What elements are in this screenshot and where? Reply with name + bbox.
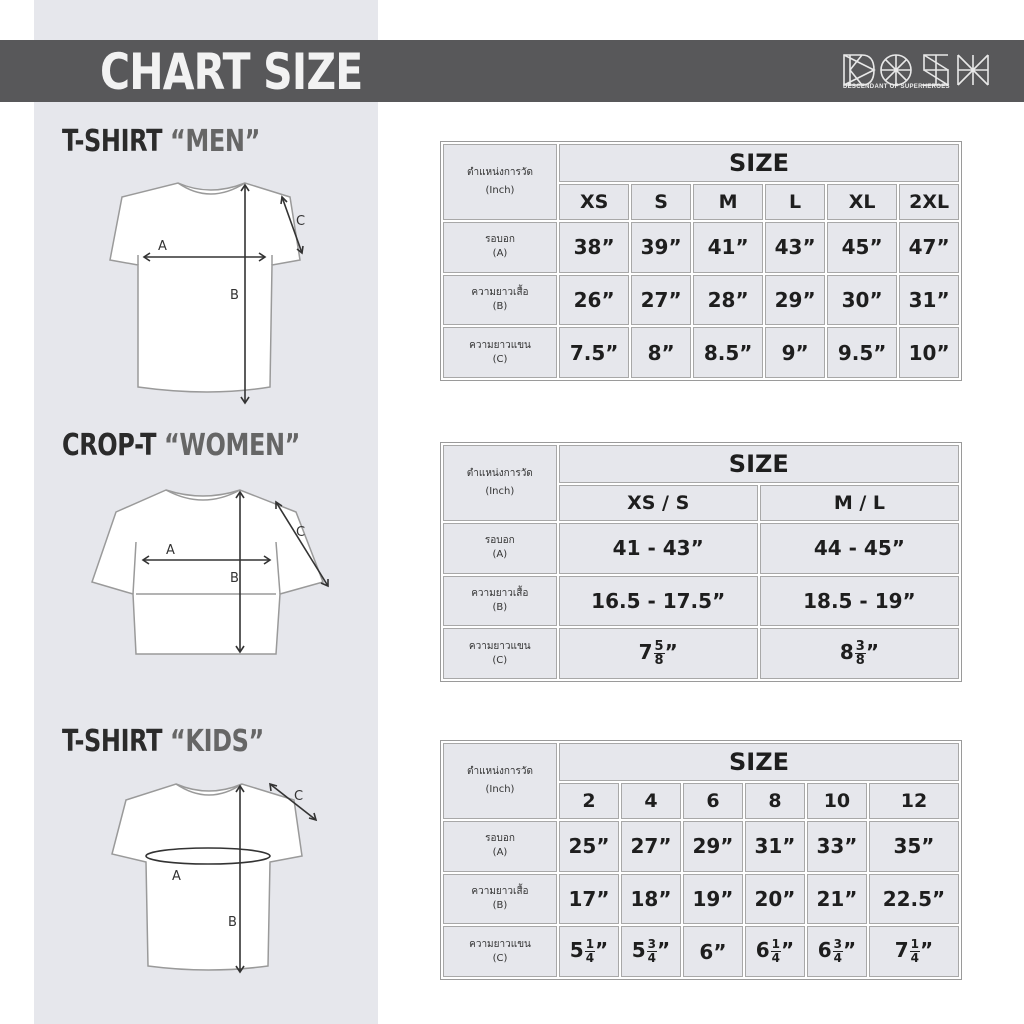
table-cell-fraction (621, 926, 681, 977)
row-label-sub: (A) (492, 248, 508, 260)
label-a: A (158, 239, 167, 254)
fraction (910, 938, 920, 965)
fraction-numerator: 1 (771, 937, 780, 952)
table-row (443, 222, 959, 273)
table-cell-fraction (683, 926, 743, 977)
fraction-numerator: 3 (647, 937, 657, 952)
table-cell-fraction (559, 926, 619, 977)
fraction-whole: 7 (894, 938, 909, 963)
size-header: M (693, 184, 763, 220)
section-title-kids (62, 724, 264, 759)
fraction-numerator: 3 (855, 639, 865, 655)
table-corner (443, 445, 557, 521)
section-title-quote: “KIDS” (170, 724, 264, 759)
size-header: M / L (760, 485, 959, 521)
row-label-sub: (B) (492, 300, 508, 312)
corner-label-line2: (Inch) (485, 486, 515, 497)
label-c: C (296, 525, 306, 540)
fraction-numerator: 1 (910, 937, 920, 952)
fraction-denominator: 4 (585, 951, 595, 966)
fraction-unit: ” (865, 640, 879, 665)
table-cell-fraction (559, 628, 758, 679)
fraction-whole: 6 (817, 938, 832, 963)
label-a: A (166, 543, 175, 558)
table-cell: 19” (683, 874, 743, 925)
fraction (771, 938, 781, 965)
page-title: CHART SIZE (100, 43, 363, 101)
label-a: A (172, 869, 181, 884)
label-b: B (228, 915, 237, 930)
size-header: 6 (683, 783, 743, 819)
table-row (443, 523, 959, 574)
size-table-women (441, 443, 961, 681)
corner-label-line2: (Inch) (485, 784, 515, 795)
table-cell: 45” (827, 222, 897, 273)
table-row (443, 926, 959, 977)
section-title-main: T-SHIRT (62, 124, 171, 159)
table-cell: 27” (621, 821, 681, 872)
table-cell: 22.5” (869, 874, 959, 925)
table-row (443, 576, 959, 627)
table-cell: 9.5” (827, 327, 897, 378)
row-label-sub: (C) (492, 654, 508, 666)
row-label-sub: (A) (492, 549, 508, 561)
row-label-text: ความยาวแขน (469, 938, 531, 950)
corner-label-line1: ตำแหน่งการวัด (466, 468, 533, 479)
row-label-text: ความยาวเสื้อ (471, 885, 529, 897)
table-cell: 29” (765, 275, 825, 326)
size-header: XS (559, 184, 629, 220)
fraction-whole: 8 (839, 640, 854, 665)
brand-tagline: DESCENDANT OF SUPERHEROES (843, 84, 950, 90)
table-cell: 20” (745, 874, 805, 925)
size-header: 8 (745, 783, 805, 819)
row-label-text: ความยาวแขน (469, 339, 531, 351)
row-label (443, 821, 557, 872)
fraction-numerator: 3 (833, 937, 842, 952)
fraction-denominator: 8 (855, 653, 865, 669)
row-label-text: ความยาวเสื้อ (471, 587, 529, 599)
fraction-unit: ” (781, 938, 795, 963)
fraction-unit: ” (713, 939, 727, 964)
corner-label-line2: (Inch) (485, 185, 515, 196)
size-header: 4 (621, 783, 681, 819)
women-croptop-diagram (88, 482, 348, 662)
table-cell: 9” (765, 327, 825, 378)
row-label-text: รอบอก (485, 234, 515, 246)
size-header: 12 (869, 783, 959, 819)
table-cell: 18.5 - 19” (760, 576, 959, 627)
table-cell: 29” (683, 821, 743, 872)
fraction (833, 938, 843, 965)
fraction-denominator: 4 (647, 951, 657, 966)
table-cell: 8.5” (693, 327, 763, 378)
fraction-denominator: 4 (910, 951, 920, 966)
table-cell: 35” (869, 821, 959, 872)
table-cell: 31” (745, 821, 805, 872)
table-cell: 30” (827, 275, 897, 326)
table-cell-fraction (760, 628, 959, 679)
fraction-denominator: 4 (833, 951, 842, 966)
row-label-text: รอบอก (484, 535, 515, 547)
label-c: C (294, 789, 304, 804)
fraction (855, 640, 866, 667)
section-title-main: T-SHIRT (62, 724, 171, 759)
table-cell: 18” (621, 874, 681, 925)
fraction-unit: ” (657, 938, 671, 963)
table-cell: 8” (631, 327, 691, 378)
row-label-sub: (A) (492, 847, 508, 859)
corner-label-line1: ตำแหน่งการวัด (466, 167, 533, 178)
table-cell: 27” (631, 275, 691, 326)
row-label (443, 628, 557, 679)
table-cell: 28” (693, 275, 763, 326)
row-label-sub: (C) (492, 353, 508, 365)
section-title-quote: “WOMEN” (164, 428, 301, 463)
table-cell: 25” (559, 821, 619, 872)
fraction-denominator: 8 (654, 653, 664, 669)
fraction-unit: ” (920, 938, 934, 963)
table-cell: 33” (807, 821, 867, 872)
row-label (443, 275, 557, 326)
fraction (654, 640, 665, 667)
size-header: 2 (559, 783, 619, 819)
row-label (443, 576, 557, 627)
row-label (443, 222, 557, 273)
table-corner (443, 144, 557, 220)
table-row (443, 275, 959, 326)
fraction-unit: ” (595, 938, 609, 963)
fraction (647, 938, 657, 965)
size-header: XS / S (559, 485, 758, 521)
row-label-text: ความยาวเสื้อ (471, 286, 529, 298)
table-cell: 41” (693, 222, 763, 273)
fraction-whole: 6 (699, 939, 714, 964)
row-label (443, 523, 557, 574)
size-header: 10 (807, 783, 867, 819)
men-tshirt-diagram (100, 175, 340, 410)
table-cell: 7.5” (559, 327, 629, 378)
row-label-sub: (B) (492, 601, 508, 613)
label-b: B (230, 571, 239, 586)
table-row (443, 327, 959, 378)
row-label-sub: (C) (492, 952, 508, 964)
section-title-women (62, 428, 300, 463)
table-cell: 41 - 43” (559, 523, 758, 574)
fraction-numerator: 5 (654, 639, 664, 655)
fraction-denominator: 4 (771, 951, 780, 966)
table-cell: 38” (559, 222, 629, 273)
row-label (443, 874, 557, 925)
table-cell: 43” (765, 222, 825, 273)
size-header: L (765, 184, 825, 220)
row-label-text: ความยาวแขน (468, 640, 531, 652)
fraction-unit: ” (664, 640, 678, 665)
table-cell: 21” (807, 874, 867, 925)
table-cell: 26” (559, 275, 629, 326)
row-label (443, 327, 557, 378)
table-cell: 31” (899, 275, 959, 326)
table-cell-fraction (745, 926, 805, 977)
fraction-whole: 6 (755, 938, 770, 963)
fraction-whole: 5 (631, 938, 646, 963)
table-corner (443, 743, 557, 819)
table-cell: 17” (559, 874, 619, 925)
size-title: SIZE (559, 144, 959, 182)
table-row (443, 821, 959, 872)
label-c: C (296, 214, 306, 229)
fraction-numerator: 1 (585, 937, 595, 952)
size-header: 2XL (899, 184, 959, 220)
corner-label-line1: ตำแหน่งการวัด (466, 766, 533, 777)
row-label-sub: (B) (492, 899, 508, 911)
section-title-men (62, 124, 260, 159)
table-cell: 16.5 - 17.5” (559, 576, 758, 627)
table-row (443, 874, 959, 925)
table-cell: 10” (899, 327, 959, 378)
size-header: XL (827, 184, 897, 220)
row-label (443, 926, 557, 977)
table-cell: 39” (631, 222, 691, 273)
section-title-quote: “MEN” (170, 124, 260, 159)
table-cell-fraction (869, 926, 959, 977)
fraction (585, 938, 595, 965)
fraction-whole: 7 (638, 640, 653, 665)
table-cell: 44 - 45” (760, 523, 959, 574)
fraction-unit: ” (842, 938, 857, 963)
size-table-kids (441, 741, 961, 979)
section-title-main: CROP-T (62, 428, 165, 463)
size-header: S (631, 184, 691, 220)
row-label-text: รอบอก (485, 833, 515, 845)
size-table-men (441, 142, 961, 380)
table-row (443, 628, 959, 679)
table-cell-fraction (807, 926, 867, 977)
table-cell: 47” (899, 222, 959, 273)
fraction-whole: 5 (569, 938, 584, 963)
size-title: SIZE (559, 743, 959, 781)
size-title: SIZE (559, 445, 959, 483)
kids-tshirt-diagram (104, 776, 329, 981)
label-b: B (230, 288, 239, 303)
